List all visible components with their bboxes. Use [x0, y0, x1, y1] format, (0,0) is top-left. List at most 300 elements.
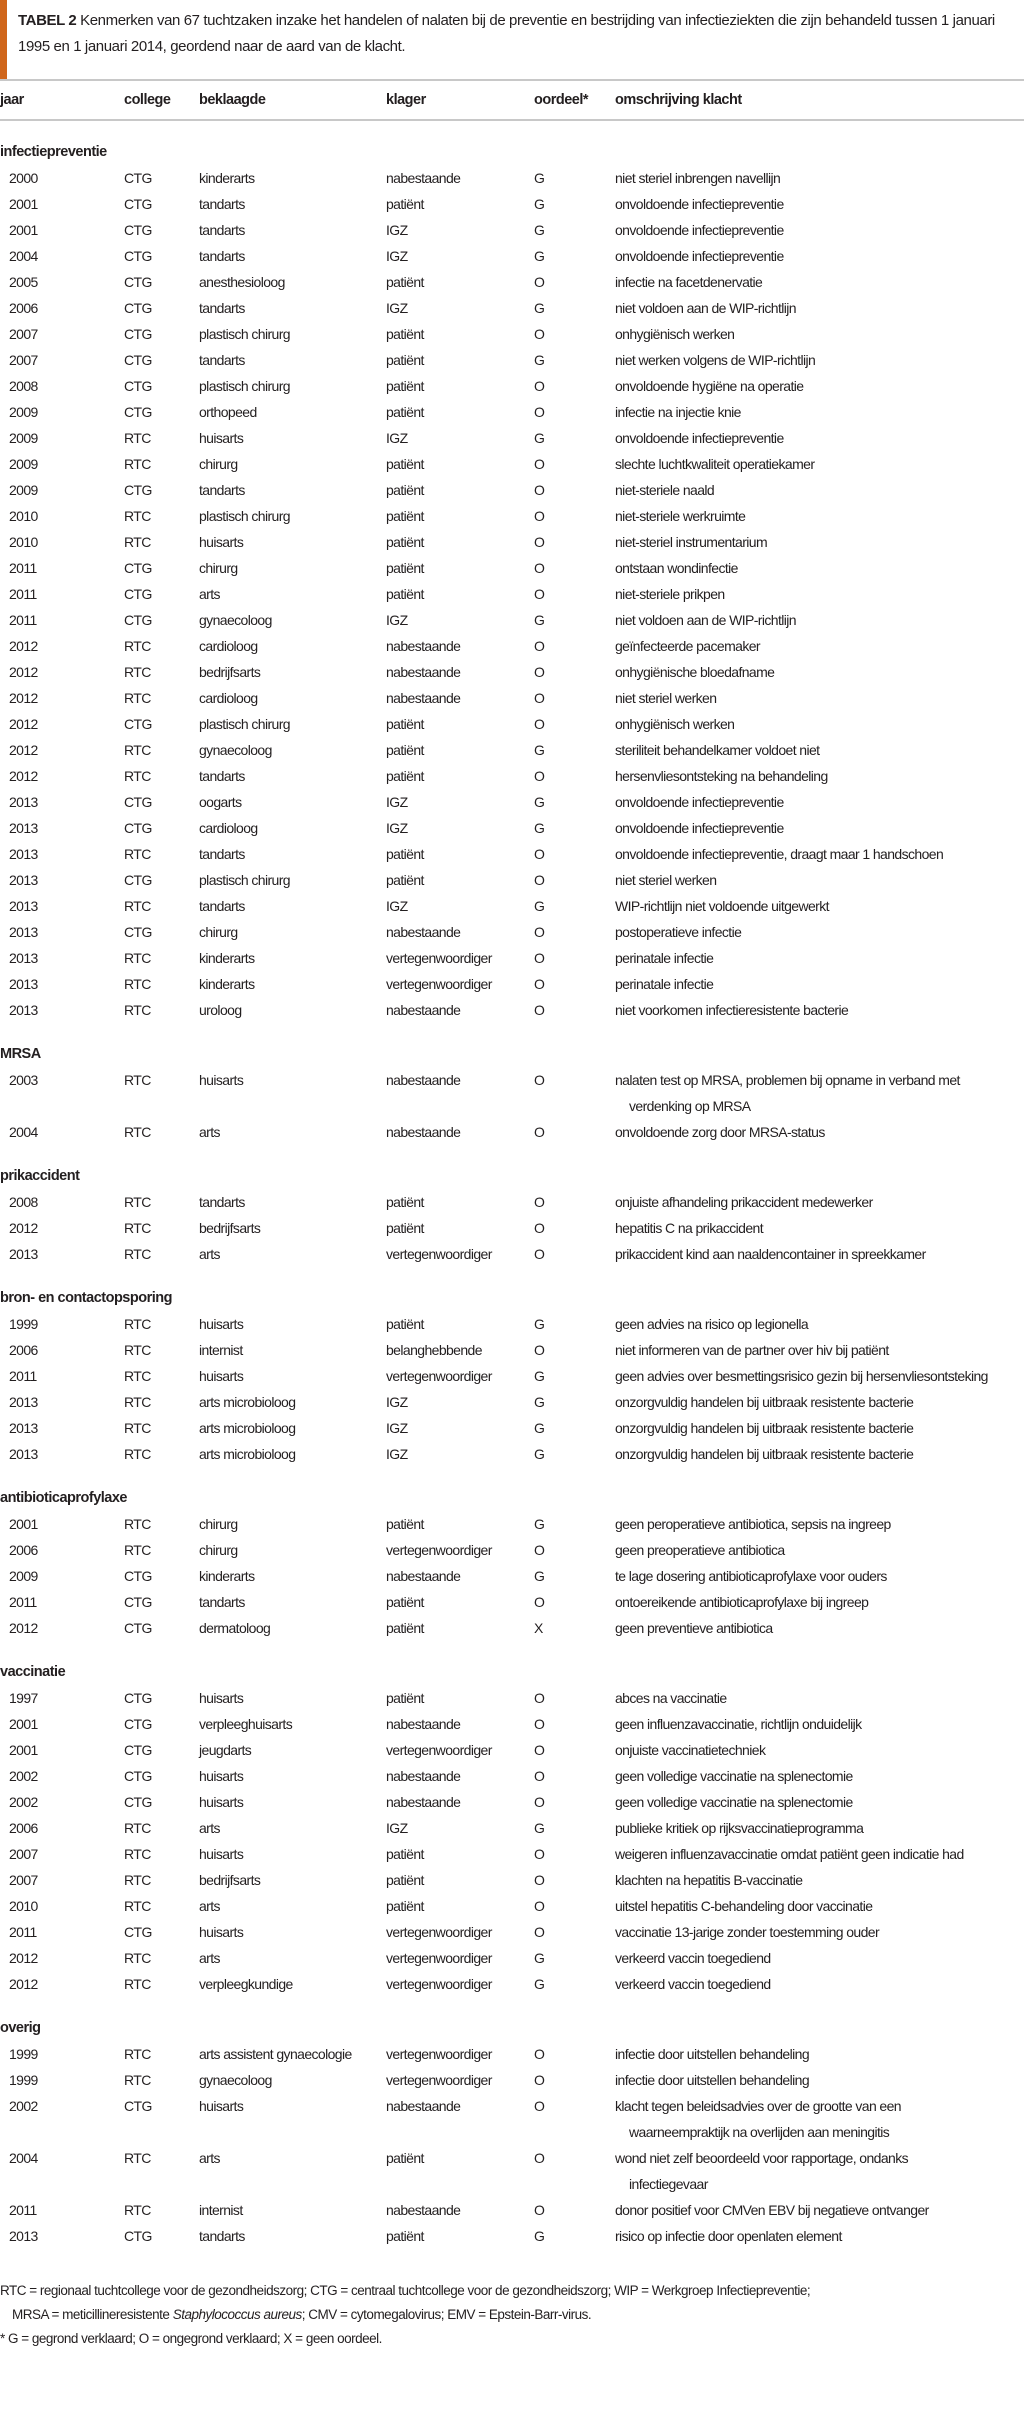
cell-oordeel: G [534, 352, 545, 368]
table-row [0, 503, 1024, 529]
cell-omschrijving [615, 529, 1024, 555]
cell-klager: nabestaande [386, 170, 461, 186]
cell-college: RTC [124, 690, 151, 706]
cell-klager: nabestaande [386, 1716, 461, 1732]
cell-jaar: 2001 [9, 1516, 38, 1532]
cell-oordeel: G [534, 1368, 545, 1384]
description-text: verkeerd vaccin toegediend [615, 1950, 771, 1966]
table-row [0, 1241, 1024, 1267]
cell-oordeel: G [534, 430, 545, 446]
cell-oordeel: G [534, 1316, 545, 1332]
description-text: onhygiënisch werken [615, 716, 735, 732]
cell-omschrijving [615, 2197, 1024, 2223]
table-header [0, 81, 1024, 119]
cell-beklaagde: orthopeed [199, 404, 257, 420]
cell-beklaagde: arts [199, 2150, 220, 2166]
cell-klager: vertegenwoordiger [386, 1976, 492, 1992]
cell-klager: nabestaande [386, 638, 461, 654]
cell-beklaagde: huisarts [199, 1690, 244, 1706]
cell-beklaagde: tandarts [199, 300, 245, 316]
cell-beklaagde: arts [199, 1950, 220, 1966]
cell-beklaagde: kinderarts [199, 1568, 255, 1584]
description-text: geïnfecteerde pacemaker [615, 638, 760, 654]
cell-klager: vertegenwoordiger [386, 2072, 492, 2088]
cell-college: CTG [124, 196, 152, 212]
cell-jaar: 2012 [9, 768, 38, 784]
description-text: onzorgvuldig handelen bij uitbraak resistente bacterie [615, 1446, 914, 1462]
description-text: onvoldoende zorg door MRSA-status [615, 1124, 825, 1140]
header-bottom-rule [0, 119, 1024, 121]
cell-college: RTC [124, 1246, 151, 1262]
footnotes [0, 2279, 1024, 2351]
cell-college: CTG [124, 794, 152, 810]
cell-oordeel: X [534, 1620, 543, 1636]
table-row [0, 1867, 1024, 1893]
cell-omschrijving [615, 737, 1024, 763]
header-oordeel: oordeel* [534, 92, 589, 108]
cell-college: CTG [124, 1742, 152, 1758]
table-row [0, 165, 1024, 191]
table-row [0, 867, 1024, 893]
cell-jaar: 2006 [9, 1542, 38, 1558]
cell-oordeel: O [534, 846, 545, 862]
table-row [0, 1337, 1024, 1363]
cell-oordeel: O [534, 586, 545, 602]
table-row [0, 1537, 1024, 1563]
cell-beklaagde: tandarts [199, 846, 245, 862]
table-row [0, 919, 1024, 945]
section-title: infectiepreventie [0, 144, 107, 160]
cell-college: RTC [124, 1542, 151, 1558]
cell-jaar: 2002 [9, 1794, 38, 1810]
table-row [0, 373, 1024, 399]
cell-omschrijving [615, 1867, 1024, 1893]
cell-jaar: 2013 [9, 924, 38, 940]
cell-klager: patiënt [386, 1220, 424, 1236]
cell-klager: nabestaande [386, 2098, 461, 2114]
cell-beklaagde: jeugdarts [199, 1742, 252, 1758]
cell-omschrijving [615, 1441, 1024, 1467]
section-title: vaccinatie [0, 1664, 66, 1680]
cell-college: CTG [124, 274, 152, 290]
cell-oordeel: O [534, 1768, 545, 1784]
cell-omschrijving [615, 243, 1024, 269]
cell-beklaagde: chirurg [199, 1542, 238, 1558]
cell-beklaagde: plastisch chirurg [199, 716, 290, 732]
section-title: bron- en contactopsporing [0, 1290, 172, 1306]
cell-klager: patiënt [386, 2228, 424, 2244]
cell-klager: IGZ [386, 1820, 408, 1836]
cell-beklaagde: chirurg [199, 456, 238, 472]
table-row [0, 1441, 1024, 1467]
cell-oordeel: G [534, 898, 545, 914]
cell-jaar: 2003 [9, 1072, 38, 1088]
cell-klager: vertegenwoordiger [386, 1542, 492, 1558]
cell-jaar: 1999 [9, 1316, 38, 1332]
description-text: onzorgvuldig handelen bij uitbraak resistente bacterie [615, 1420, 914, 1436]
table-row [0, 711, 1024, 737]
cell-oordeel: O [534, 326, 545, 342]
cell-oordeel: O [534, 2098, 545, 2114]
cell-beklaagde: chirurg [199, 924, 238, 940]
section-vaccinatie [0, 1659, 1024, 1997]
description-text: onhygiënische bloedafname [615, 664, 775, 680]
cell-omschrijving [615, 1945, 1024, 1971]
cell-jaar: 2012 [9, 664, 38, 680]
cell-oordeel: O [534, 1872, 545, 1888]
section-bron-en-contactopsporing [0, 1285, 1024, 1467]
cell-oordeel: O [534, 1246, 545, 1262]
cell-klager: nabestaande [386, 690, 461, 706]
cell-beklaagde: cardioloog [199, 638, 258, 654]
cell-college: CTG [124, 482, 152, 498]
cell-oordeel: G [534, 1976, 545, 1992]
cell-beklaagde: huisarts [199, 1924, 244, 1940]
footnote-abbreviations-cont [0, 2303, 1024, 2327]
cell-jaar: 2013 [9, 1446, 38, 1462]
cell-klager: IGZ [386, 248, 408, 264]
cell-klager: patiënt [386, 378, 424, 394]
cell-beklaagde: tandarts [199, 898, 245, 914]
cell-beklaagde: plastisch chirurg [199, 326, 290, 342]
cell-omschrijving [615, 451, 1024, 477]
description-text: ontstaan wondinfectie [615, 560, 738, 576]
table-row [0, 1363, 1024, 1389]
description-text: vaccinatie 13-jarige zonder toestemming ouder [615, 1924, 880, 1940]
cell-beklaagde: arts [199, 586, 220, 602]
cell-omschrijving [615, 919, 1024, 945]
cell-college: CTG [124, 1690, 152, 1706]
cell-college: CTG [124, 2228, 152, 2244]
cell-beklaagde: anesthesioloog [199, 274, 285, 290]
cell-college: RTC [124, 1220, 151, 1236]
cell-college: RTC [124, 1820, 151, 1836]
cell-college: CTG [124, 352, 152, 368]
cell-jaar: 2013 [9, 898, 38, 914]
cell-omschrijving [615, 1563, 1024, 1589]
description-text: postoperatieve infectie [615, 924, 742, 940]
cell-omschrijving [615, 269, 1024, 295]
cell-jaar: 2013 [9, 1002, 38, 1018]
cell-oordeel: O [534, 664, 545, 680]
cell-jaar: 2009 [9, 404, 38, 420]
cell-college: RTC [124, 1976, 151, 1992]
description-text: verkeerd vaccin toegediend [615, 1976, 771, 1992]
cell-college: RTC [124, 456, 151, 472]
cell-jaar: 1999 [9, 2046, 38, 2062]
cell-omschrijving [615, 633, 1024, 659]
table-row [0, 2067, 1024, 2093]
footnote-mrsa: MRSA = meticillineresistente [12, 2307, 173, 2322]
description-text: niet-steriele naald [615, 482, 715, 498]
cell-beklaagde: kinderarts [199, 950, 255, 966]
description-text: onjuiste afhandeling prikaccident medewerker [615, 1194, 873, 1210]
description-text: publieke kritiek op rijksvaccinatieprogramma [615, 1820, 864, 1836]
cell-beklaagde: gynaecoloog [199, 2072, 272, 2088]
cell-jaar: 2008 [9, 1194, 38, 1210]
cell-omschrijving [615, 503, 1024, 529]
cell-jaar: 1997 [9, 1690, 38, 1706]
description-text: infectie door uitstellen behandeling [615, 2046, 809, 2062]
cell-oordeel: O [534, 274, 545, 290]
cell-jaar: 2011 [9, 1594, 37, 1610]
cell-college: RTC [124, 1002, 151, 1018]
section-title: overig [0, 2020, 41, 2036]
description-text: infectie na injectie knie [615, 404, 741, 420]
description-text: geen influenzavaccinatie, richtlijn onduidelijk [615, 1716, 862, 1732]
cell-klager: IGZ [386, 430, 408, 446]
cell-oordeel: O [534, 534, 545, 550]
cell-oordeel: O [534, 950, 545, 966]
table-row [0, 399, 1024, 425]
cell-omschrijving [615, 581, 1024, 607]
cell-omschrijving [615, 555, 1024, 581]
cell-omschrijving [615, 1737, 1024, 1763]
section-title: MRSA [0, 1046, 41, 1062]
cell-beklaagde: arts [199, 1124, 220, 1140]
cell-college: CTG [124, 1768, 152, 1784]
cell-klager: belanghebbende [386, 1342, 482, 1358]
cell-oordeel: G [534, 222, 545, 238]
cell-beklaagde: arts microbioloog [199, 1394, 296, 1410]
description-text: onvoldoende hygiëne na operatie [615, 378, 804, 394]
table-row [0, 1893, 1024, 1919]
cell-college: CTG [124, 248, 152, 264]
cell-omschrijving [615, 399, 1024, 425]
cell-omschrijving [615, 815, 1024, 841]
cell-klager: vertegenwoordiger [386, 1368, 492, 1384]
table-row [0, 1067, 1024, 1119]
footnote-virus: ; CMV = cytomegalovirus; EMV = Epstein-Barr-virus. [301, 2307, 592, 2322]
cell-omschrijving [615, 1971, 1024, 1997]
cell-college: RTC [124, 1420, 151, 1436]
cell-omschrijving [615, 971, 1024, 997]
cell-oordeel: O [534, 976, 545, 992]
cell-college: CTG [124, 404, 152, 420]
cell-beklaagde: gynaecoloog [199, 742, 272, 758]
section-title: prikaccident [0, 1168, 80, 1184]
cell-jaar: 2010 [9, 1898, 38, 1914]
table-row [0, 607, 1024, 633]
cell-college: CTG [124, 378, 152, 394]
cell-omschrijving [615, 1919, 1024, 1945]
cell-oordeel: O [534, 1194, 545, 1210]
description-text: niet voldoen aan de WIP-richtlijn [615, 300, 796, 316]
cell-jaar: 2013 [9, 1246, 38, 1262]
cell-beklaagde: huisarts [199, 1768, 244, 1784]
section-title: antibioticaprofylaxe [0, 1490, 127, 1506]
cell-beklaagde: huisarts [199, 430, 244, 446]
cell-jaar: 2013 [9, 872, 38, 888]
description-text: geen preventieve antibiotica [615, 1620, 773, 1636]
cell-college: RTC [124, 1846, 151, 1862]
cell-omschrijving [615, 321, 1024, 347]
table-row [0, 1685, 1024, 1711]
cell-klager: IGZ [386, 820, 408, 836]
cell-beklaagde: tandarts [199, 2228, 245, 2244]
cell-oordeel: G [534, 1950, 545, 1966]
cell-omschrijving [615, 1615, 1024, 1641]
cell-oordeel: O [534, 560, 545, 576]
cell-oordeel: G [534, 1446, 545, 1462]
cell-beklaagde: tandarts [199, 768, 245, 784]
cell-college: CTG [124, 820, 152, 836]
cell-jaar: 2000 [9, 170, 38, 186]
cell-jaar: 2012 [9, 638, 38, 654]
cell-jaar: 2012 [9, 1620, 38, 1636]
cell-jaar: 2009 [9, 1568, 38, 1584]
cell-jaar: 2012 [9, 1950, 38, 1966]
cell-jaar: 2002 [9, 2098, 38, 2114]
table-row [0, 243, 1024, 269]
cell-klager: patiënt [386, 742, 424, 758]
table-row [0, 633, 1024, 659]
cell-jaar: 2012 [9, 716, 38, 732]
cell-jaar: 2013 [9, 846, 38, 862]
cell-jaar: 2012 [9, 1220, 38, 1236]
section-overig [0, 2015, 1024, 2249]
cell-omschrijving [615, 841, 1024, 867]
description-text: niet-steriel instrumentarium [615, 534, 768, 550]
cell-beklaagde: huisarts [199, 1846, 244, 1862]
cell-beklaagde: plastisch chirurg [199, 872, 290, 888]
description-text: onvoldoende infectiepreventie [615, 794, 784, 810]
description-text: onhygiënisch werken [615, 326, 735, 342]
cell-klager: vertegenwoordiger [386, 1924, 492, 1940]
cell-oordeel: G [534, 2228, 545, 2244]
table-row [0, 659, 1024, 685]
cell-jaar: 2011 [9, 586, 37, 602]
cell-klager: patiënt [386, 274, 424, 290]
cell-college: CTG [124, 1924, 152, 1940]
table-row [0, 347, 1024, 373]
cell-college: RTC [124, 846, 151, 862]
cell-omschrijving [615, 997, 1024, 1023]
cell-klager: nabestaande [386, 924, 461, 940]
cell-jaar: 2007 [9, 1872, 38, 1888]
cell-oordeel: G [534, 1568, 545, 1584]
cell-oordeel: O [534, 1794, 545, 1810]
table-row [0, 893, 1024, 919]
cell-beklaagde: cardioloog [199, 820, 258, 836]
table-row [0, 1737, 1024, 1763]
description-text: niet voldoen aan de WIP-richtlijn [615, 612, 796, 628]
cell-omschrijving [615, 685, 1024, 711]
cell-oordeel: O [534, 768, 545, 784]
table-row [0, 1711, 1024, 1737]
cell-college: CTG [124, 924, 152, 940]
cell-oordeel: O [534, 716, 545, 732]
description-text: nalaten test op MRSA, problemen bij opname in verband met [615, 1072, 960, 1088]
cell-oordeel: G [534, 1516, 545, 1532]
footnote-abbreviations: RTC = regionaal tuchtcollege voor de gezondheidszorg; CTG = centraal tuchtcollege voor de gezondheidszorg; WIP = Werkgroep Infectiepreventie; [0, 2283, 811, 2298]
table-row [0, 1189, 1024, 1215]
description-text: niet steriel werken [615, 872, 717, 888]
cell-oordeel: O [534, 482, 545, 498]
table-row [0, 815, 1024, 841]
cell-college: CTG [124, 560, 152, 576]
cell-oordeel: O [534, 1690, 545, 1706]
cell-jaar: 2006 [9, 300, 38, 316]
cell-oordeel: O [534, 1002, 545, 1018]
table-row [0, 789, 1024, 815]
cell-oordeel: O [534, 872, 545, 888]
cell-oordeel: G [534, 170, 545, 186]
cell-oordeel: O [534, 1342, 545, 1358]
cell-jaar: 2012 [9, 1976, 38, 1992]
cell-omschrijving [615, 1537, 1024, 1563]
header-college: college [124, 92, 171, 108]
description-text: uitstel hepatitis C-behandeling door vaccinatie [615, 1898, 873, 1914]
cell-college: RTC [124, 430, 151, 446]
cell-omschrijving [615, 2093, 1024, 2145]
description-text: onzorgvuldig handelen bij uitbraak resistente bacterie [615, 1394, 914, 1410]
cell-oordeel: G [534, 742, 545, 758]
cell-omschrijving [615, 1789, 1024, 1815]
cell-klager: patiënt [386, 1194, 424, 1210]
cell-omschrijving [615, 763, 1024, 789]
cell-oordeel: O [534, 690, 545, 706]
description-text: niet informeren van de partner over hiv bij patiënt [615, 1342, 889, 1358]
description-text: geen peroperatieve antibiotica, sepsis na ingreep [615, 1516, 891, 1532]
cell-klager: patiënt [386, 560, 424, 576]
cell-klager: patiënt [386, 404, 424, 420]
cell-college: RTC [124, 1368, 151, 1384]
cell-omschrijving [615, 425, 1024, 451]
cell-oordeel: G [534, 612, 545, 628]
cell-omschrijving [615, 1589, 1024, 1615]
cell-beklaagde: tandarts [199, 1594, 245, 1610]
cell-klager: patiënt [386, 1846, 424, 1862]
description-text: perinatale infectie [615, 950, 714, 966]
cell-oordeel: O [534, 378, 545, 394]
header-jaar: jaar [0, 92, 24, 108]
table-row [0, 295, 1024, 321]
cell-klager: patiënt [386, 586, 424, 602]
cell-beklaagde: huisarts [199, 534, 244, 550]
table-row [0, 269, 1024, 295]
cell-klager: patiënt [386, 196, 424, 212]
description-text: WIP-richtlijn niet voldoende uitgewerkt [615, 898, 829, 914]
cell-beklaagde: huisarts [199, 1368, 244, 1384]
header-klager: klager [386, 92, 426, 108]
cell-klager: vertegenwoordiger [386, 1950, 492, 1966]
description-text: niet steriel werken [615, 690, 717, 706]
table-row [0, 1215, 1024, 1241]
table-row [0, 451, 1024, 477]
cell-oordeel: G [534, 300, 545, 316]
cell-jaar: 2009 [9, 430, 38, 446]
cell-omschrijving [615, 1711, 1024, 1737]
cell-oordeel: O [534, 2202, 545, 2218]
cell-beklaagde: kinderarts [199, 170, 255, 186]
cell-jaar: 2001 [9, 1742, 38, 1758]
cell-klager: IGZ [386, 1394, 408, 1410]
description-text: hersenvliesontsteking na behandeling [615, 768, 828, 784]
cell-oordeel: G [534, 248, 545, 264]
header-omschrijving: omschrijving klacht [615, 92, 742, 108]
cell-jaar: 2001 [9, 196, 38, 212]
cell-college: RTC [124, 1950, 151, 1966]
description-text: onvoldoende infectiepreventie, draagt maar 1 handschoen [615, 846, 944, 862]
cell-jaar: 2007 [9, 1846, 38, 1862]
cell-college: RTC [124, 1872, 151, 1888]
cell-omschrijving [615, 2041, 1024, 2067]
cell-klager: patiënt [386, 768, 424, 784]
cell-beklaagde: verpleeghuisarts [199, 1716, 293, 1732]
cell-college: RTC [124, 2046, 151, 2062]
cell-omschrijving [615, 867, 1024, 893]
